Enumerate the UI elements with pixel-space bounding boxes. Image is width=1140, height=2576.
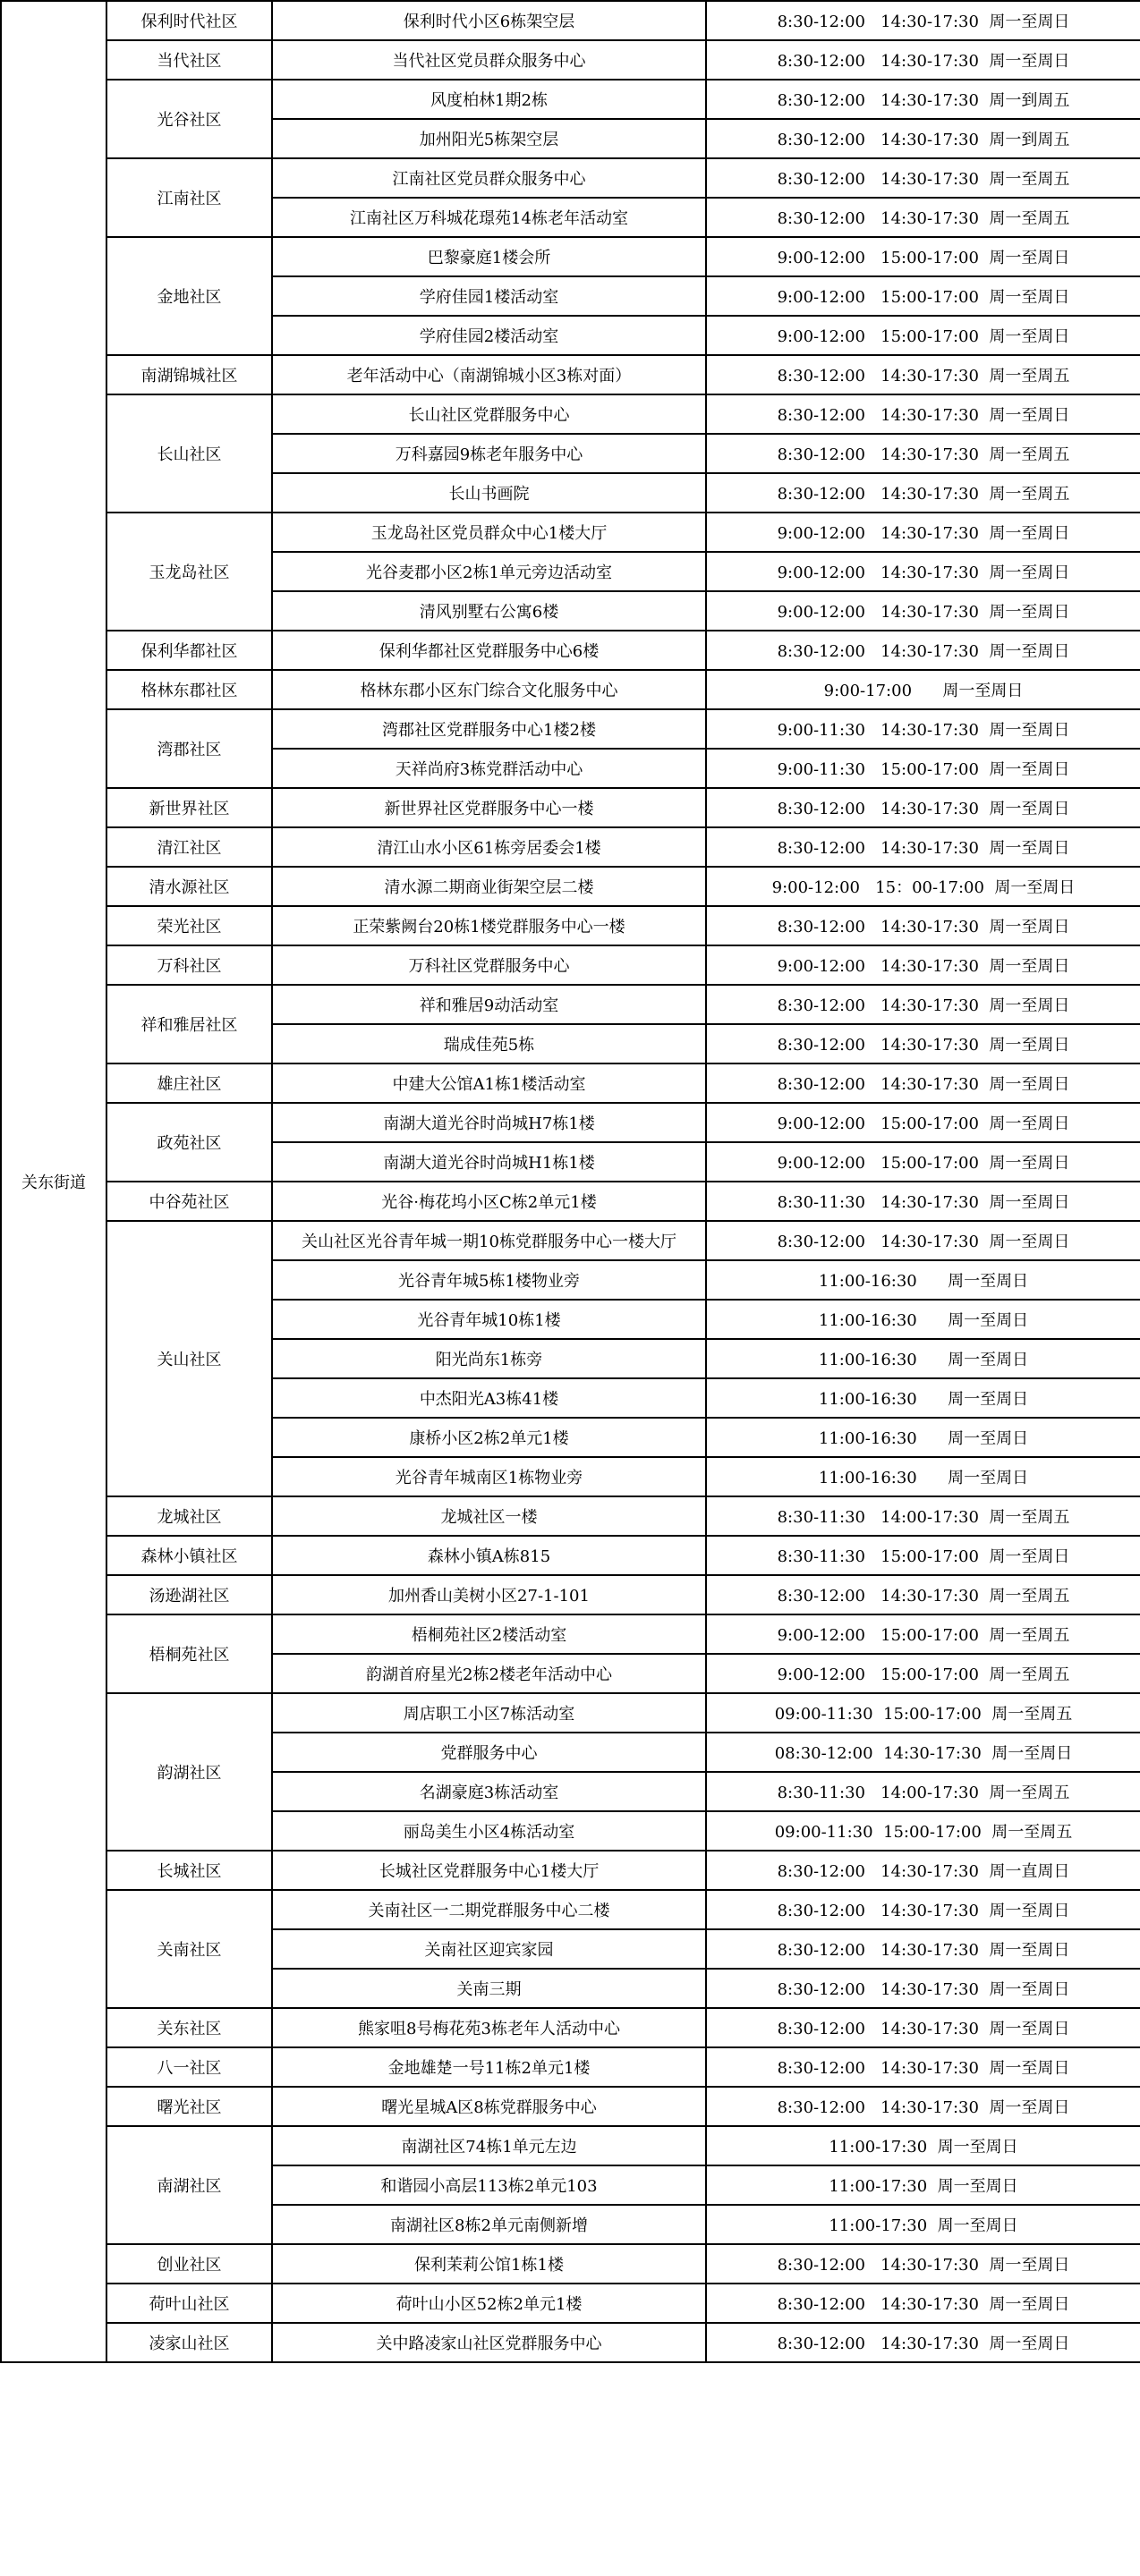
- site-location-cell: 风度柏林1期2栋: [272, 80, 706, 119]
- opening-hours-cell: 8:30-12:00 14:30-17:30 周一直周日: [706, 1851, 1140, 1890]
- site-location-cell: 光谷麦郡小区2栋1单元旁边活动室: [272, 552, 706, 591]
- community-name-cell: 关东社区: [106, 2008, 272, 2047]
- table-row: [1, 2244, 1140, 2284]
- site-location-cell: 湾郡社区党群服务中心1楼2楼: [272, 709, 706, 749]
- community-name-cell: 当代社区: [106, 40, 272, 80]
- opening-hours-cell: 11:00-16:30 周一至周日: [706, 1300, 1140, 1339]
- site-location-cell: 保利茉莉公馆1栋1楼: [272, 2244, 706, 2284]
- opening-hours-cell: 9:00-12:00 15:00-17:00 周一至周日: [706, 276, 1140, 316]
- table-row: [1, 709, 1140, 749]
- community-name-cell: 凌家山社区: [106, 2323, 272, 2362]
- opening-hours-cell: 8:30-11:30 14:30-17:30 周一至周日: [706, 1182, 1140, 1221]
- table-row: [1, 158, 1140, 198]
- community-name-cell: 森林小镇社区: [106, 1536, 272, 1575]
- opening-hours-cell: 9:00-12:00 15:00-17:00 周一至周日: [706, 237, 1140, 276]
- community-name-cell: 江南社区: [106, 158, 272, 237]
- site-location-cell: 光谷·梅花坞小区C栋2单元1楼: [272, 1182, 706, 1221]
- site-location-cell: 康桥小区2栋2单元1楼: [272, 1418, 706, 1457]
- opening-hours-cell: 8:30-12:00 14:30-17:30 周一至周日: [706, 1929, 1140, 1969]
- table-row: [1, 2284, 1140, 2323]
- site-location-cell: 光谷青年城南区1栋物业旁: [272, 1457, 706, 1496]
- opening-hours-cell: 11:00-16:30 周一至周日: [706, 1418, 1140, 1457]
- community-name-cell: 曙光社区: [106, 2087, 272, 2126]
- opening-hours-cell: 8:30-12:00 14:30-17:30 周一到周五: [706, 119, 1140, 158]
- site-location-cell: 金地雄楚一号11栋2单元1楼: [272, 2047, 706, 2087]
- table-row: [1, 788, 1140, 827]
- site-location-cell: 曙光星城A区8栋党群服务中心: [272, 2087, 706, 2126]
- site-location-cell: 中杰阳光A3栋41楼: [272, 1378, 706, 1418]
- site-location-cell: 加州阳光5栋架空层: [272, 119, 706, 158]
- site-location-cell: 南湖大道光谷时尚城H1栋1楼: [272, 1142, 706, 1182]
- opening-hours-cell: 8:30-12:00 14:30-17:30 周一至周五: [706, 158, 1140, 198]
- community-name-cell: 光谷社区: [106, 80, 272, 158]
- table-body: [1, 1, 1140, 2362]
- opening-hours-cell: 9:00-12:00 15：00-17:00 周一至周日: [706, 867, 1140, 906]
- opening-hours-cell: 9:00-12:00 14:30-17:30 周一至周日: [706, 552, 1140, 591]
- opening-hours-cell: 8:30-12:00 14:30-17:30 周一至周日: [706, 1063, 1140, 1103]
- site-location-cell: 清水源二期商业街架空层二楼: [272, 867, 706, 906]
- site-location-cell: 瑞成佳苑5栋: [272, 1024, 706, 1063]
- community-name-cell: 南湖社区: [106, 2126, 272, 2244]
- opening-hours-cell: 8:30-11:30 15:00-17:00 周一至周日: [706, 1536, 1140, 1575]
- opening-hours-cell: 8:30-12:00 14:30-17:30 周一至周日: [706, 1969, 1140, 2008]
- site-location-cell: 光谷青年城5栋1楼物业旁: [272, 1260, 706, 1300]
- site-location-cell: 荷叶山小区52栋2单元1楼: [272, 2284, 706, 2323]
- table-row: [1, 2008, 1140, 2047]
- community-name-cell: 八一社区: [106, 2047, 272, 2087]
- site-location-cell: 玉龙岛社区党员群众中心1楼大厅: [272, 513, 706, 552]
- table-row: [1, 355, 1140, 394]
- opening-hours-cell: 8:30-12:00 14:30-17:30 周一至周日: [706, 788, 1140, 827]
- opening-hours-cell: 8:30-12:00 14:30-17:30 周一至周日: [706, 906, 1140, 945]
- table-row: [1, 1890, 1140, 1929]
- opening-hours-cell: 8:30-12:00 14:30-17:30 周一至周日: [706, 1024, 1140, 1063]
- opening-hours-cell: 8:30-12:00 14:30-17:30 周一至周五: [706, 355, 1140, 394]
- opening-hours-cell: 9:00-12:00 15:00-17:00 周一至周日: [706, 1142, 1140, 1182]
- community-name-cell: 万科社区: [106, 945, 272, 985]
- community-name-cell: 雄庄社区: [106, 1063, 272, 1103]
- community-name-cell: 荣光社区: [106, 906, 272, 945]
- community-name-cell: 保利华都社区: [106, 631, 272, 670]
- opening-hours-cell: 8:30-12:00 14:30-17:30 周一至周日: [706, 985, 1140, 1024]
- site-location-cell: 正荣紫阙台20栋1楼党群服务中心一楼: [272, 906, 706, 945]
- site-location-cell: 南湖社区8栋2单元南侧新增: [272, 2205, 706, 2244]
- community-name-cell: 政苑社区: [106, 1103, 272, 1182]
- table-row: [1, 985, 1140, 1024]
- table-row: [1, 1614, 1140, 1654]
- site-location-cell: 关山社区光谷青年城一期10栋党群服务中心一楼大厅: [272, 1221, 706, 1260]
- community-name-cell: 南湖锦城社区: [106, 355, 272, 394]
- opening-hours-cell: 9:00-12:00 14:30-17:30 周一至周日: [706, 591, 1140, 631]
- site-location-cell: 周店职工小区7栋活动室: [272, 1693, 706, 1733]
- opening-hours-cell: 11:00-16:30 周一至周日: [706, 1378, 1140, 1418]
- opening-hours-cell: 9:00-17:00 周一至周日: [706, 670, 1140, 709]
- opening-hours-cell: 11:00-17:30 周一至周日: [706, 2205, 1140, 2244]
- table-row: [1, 906, 1140, 945]
- opening-hours-cell: 8:30-12:00 14:30-17:30 周一至周日: [706, 2323, 1140, 2362]
- opening-hours-cell: 8:30-12:00 14:30-17:30 周一至周日: [706, 40, 1140, 80]
- community-name-cell: 金地社区: [106, 237, 272, 355]
- site-location-cell: 江南社区万科城花璟苑14栋老年活动室: [272, 198, 706, 237]
- opening-hours-cell: 8:30-12:00 14:30-17:30 周一至周五: [706, 473, 1140, 513]
- community-name-cell: 荷叶山社区: [106, 2284, 272, 2323]
- table-row: [1, 237, 1140, 276]
- community-name-cell: 新世界社区: [106, 788, 272, 827]
- opening-hours-cell: 8:30-11:30 14:00-17:30 周一至周五: [706, 1496, 1140, 1536]
- table-row: [1, 1, 1140, 40]
- community-name-cell: 韵湖社区: [106, 1693, 272, 1851]
- table-row: [1, 513, 1140, 552]
- table-row: [1, 40, 1140, 80]
- site-location-cell: 熊家咀8号梅花苑3栋老年人活动中心: [272, 2008, 706, 2047]
- site-location-cell: 光谷青年城10栋1楼: [272, 1300, 706, 1339]
- site-location-cell: 森林小镇A栋815: [272, 1536, 706, 1575]
- table-row: [1, 631, 1140, 670]
- site-location-cell: 长山社区党群服务中心: [272, 394, 706, 434]
- site-location-cell: 关南社区一二期党群服务中心二楼: [272, 1890, 706, 1929]
- site-location-cell: 关南社区迎宾家园: [272, 1929, 706, 1969]
- community-name-cell: 保利时代社区: [106, 1, 272, 40]
- site-location-cell: 老年活动中心（南湖锦城小区3栋对面）: [272, 355, 706, 394]
- table-row: [1, 2323, 1140, 2362]
- opening-hours-cell: 8:30-12:00 14:30-17:30 周一至周日: [706, 1, 1140, 40]
- opening-hours-cell: 9:00-12:00 14:30-17:30 周一至周日: [706, 945, 1140, 985]
- site-location-cell: 当代社区党员群众服务中心: [272, 40, 706, 80]
- opening-hours-cell: 9:00-11:30 14:30-17:30 周一至周日: [706, 709, 1140, 749]
- site-location-cell: 新世界社区党群服务中心一楼: [272, 788, 706, 827]
- site-location-cell: 学府佳园2楼活动室: [272, 316, 706, 355]
- community-name-cell: 长城社区: [106, 1851, 272, 1890]
- site-location-cell: 南湖大道光谷时尚城H7栋1楼: [272, 1103, 706, 1142]
- table-row: [1, 945, 1140, 985]
- site-location-cell: 清江山水小区61栋旁居委会1楼: [272, 827, 706, 867]
- opening-hours-cell: 9:00-11:30 15:00-17:00 周一至周日: [706, 749, 1140, 788]
- opening-hours-cell: 11:00-17:30 周一至周日: [706, 2126, 1140, 2165]
- site-location-cell: 万科社区党群服务中心: [272, 945, 706, 985]
- opening-hours-cell: 8:30-12:00 14:30-17:30 周一至周日: [706, 394, 1140, 434]
- site-location-cell: 名湖豪庭3栋活动室: [272, 1772, 706, 1811]
- community-name-cell: 玉龙岛社区: [106, 513, 272, 631]
- opening-hours-cell: 8:30-12:00 14:30-17:30 周一至周日: [706, 1890, 1140, 1929]
- site-location-cell: 祥和雅居9动活动室: [272, 985, 706, 1024]
- site-location-cell: 格林东郡小区东门综合文化服务中心: [272, 670, 706, 709]
- table-row: [1, 2087, 1140, 2126]
- site-location-cell: 长山书画院: [272, 473, 706, 513]
- site-location-cell: 党群服务中心: [272, 1733, 706, 1772]
- site-location-cell: 丽岛美生小区4栋活动室: [272, 1811, 706, 1851]
- opening-hours-cell: 11:00-16:30 周一至周日: [706, 1339, 1140, 1378]
- site-location-cell: 加州香山美树小区27-1-101: [272, 1575, 706, 1614]
- table-row: [1, 827, 1140, 867]
- opening-hours-cell: 8:30-12:00 14:30-17:30 周一至周五: [706, 198, 1140, 237]
- table-row: [1, 1575, 1140, 1614]
- community-name-cell: 关南社区: [106, 1890, 272, 2008]
- opening-hours-cell: 11:00-16:30 周一至周日: [706, 1260, 1140, 1300]
- site-location-cell: 巴黎豪庭1楼会所: [272, 237, 706, 276]
- opening-hours-cell: 8:30-12:00 14:30-17:30 周一至周日: [706, 2087, 1140, 2126]
- site-location-cell: 学府佳园1楼活动室: [272, 276, 706, 316]
- opening-hours-cell: 8:30-12:00 14:30-17:30 周一至周日: [706, 2284, 1140, 2323]
- opening-hours-cell: 9:00-12:00 15:00-17:00 周一至周日: [706, 1103, 1140, 1142]
- opening-hours-cell: 8:30-12:00 14:30-17:30 周一至周日: [706, 1221, 1140, 1260]
- table-row: [1, 670, 1140, 709]
- table-row: [1, 1496, 1140, 1536]
- opening-hours-cell: 8:30-12:00 14:30-17:30 周一至周五: [706, 434, 1140, 473]
- opening-hours-cell: 8:30-12:00 14:30-17:30 周一到周五: [706, 80, 1140, 119]
- opening-hours-cell: 9:00-12:00 15:00-17:00 周一至周五: [706, 1654, 1140, 1693]
- opening-hours-cell: 8:30-12:00 14:30-17:30 周一至周日: [706, 631, 1140, 670]
- opening-hours-cell: 11:00-16:30 周一至周日: [706, 1457, 1140, 1496]
- table-row: [1, 2047, 1140, 2087]
- community-name-cell: 关山社区: [106, 1221, 272, 1496]
- community-name-cell: 清水源社区: [106, 867, 272, 906]
- community-name-cell: 梧桐苑社区: [106, 1614, 272, 1693]
- opening-hours-cell: 9:00-12:00 15:00-17:00 周一至周日: [706, 316, 1140, 355]
- site-location-cell: 保利时代小区6栋架空层: [272, 1, 706, 40]
- site-location-cell: 关中路凌家山社区党群服务中心: [272, 2323, 706, 2362]
- table-row: [1, 1536, 1140, 1575]
- site-location-cell: 长城社区党群服务中心1楼大厅: [272, 1851, 706, 1890]
- opening-hours-cell: 08:30-12:00 14:30-17:30 周一至周日: [706, 1733, 1140, 1772]
- community-name-cell: 龙城社区: [106, 1496, 272, 1536]
- opening-hours-cell: 9:00-12:00 14:30-17:30 周一至周日: [706, 513, 1140, 552]
- site-location-cell: 梧桐苑社区2楼活动室: [272, 1614, 706, 1654]
- opening-hours-cell: 11:00-17:30 周一至周日: [706, 2165, 1140, 2205]
- community-name-cell: 汤逊湖社区: [106, 1575, 272, 1614]
- opening-hours-cell: 09:00-11:30 15:00-17:00 周一至周五: [706, 1693, 1140, 1733]
- site-location-cell: 韵湖首府星光2栋2楼老年活动中心: [272, 1654, 706, 1693]
- community-name-cell: 格林东郡社区: [106, 670, 272, 709]
- opening-hours-cell: 8:30-12:00 14:30-17:30 周一至周五: [706, 1575, 1140, 1614]
- community-name-cell: 创业社区: [106, 2244, 272, 2284]
- table-row: [1, 1693, 1140, 1733]
- table-row: [1, 1851, 1140, 1890]
- opening-hours-cell: 8:30-12:00 14:30-17:30 周一至周日: [706, 2047, 1140, 2087]
- table-row: [1, 1182, 1140, 1221]
- opening-hours-cell: 8:30-12:00 14:30-17:30 周一至周日: [706, 2008, 1140, 2047]
- opening-hours-cell: 8:30-12:00 14:30-17:30 周一至周日: [706, 827, 1140, 867]
- opening-hours-cell: 09:00-11:30 15:00-17:00 周一至周五: [706, 1811, 1140, 1851]
- site-location-cell: 清风别墅右公寓6楼: [272, 591, 706, 631]
- table-row: [1, 2126, 1140, 2165]
- table-row: [1, 1063, 1140, 1103]
- community-name-cell: 祥和雅居社区: [106, 985, 272, 1063]
- table-row: [1, 394, 1140, 434]
- opening-hours-cell: 8:30-11:30 14:00-17:30 周一至周五: [706, 1772, 1140, 1811]
- opening-hours-cell: 8:30-12:00 14:30-17:30 周一至周日: [706, 2244, 1140, 2284]
- site-location-cell: 江南社区党员群众服务中心: [272, 158, 706, 198]
- site-location-cell: 龙城社区一楼: [272, 1496, 706, 1536]
- site-location-cell: 南湖社区74栋1单元左边: [272, 2126, 706, 2165]
- community-name-cell: 长山社区: [106, 394, 272, 513]
- site-location-cell: 阳光尚东1栋旁: [272, 1339, 706, 1378]
- site-location-cell: 和谐园小高层113栋2单元103: [272, 2165, 706, 2205]
- site-location-cell: 万科嘉园9栋老年服务中心: [272, 434, 706, 473]
- opening-hours-cell: 9:00-12:00 15:00-17:00 周一至周五: [706, 1614, 1140, 1654]
- community-name-cell: 湾郡社区: [106, 709, 272, 788]
- site-location-cell: 中建大公馆A1栋1楼活动室: [272, 1063, 706, 1103]
- table-row: [1, 1221, 1140, 1260]
- site-location-cell: 保利华都社区党群服务中心6楼: [272, 631, 706, 670]
- table-row: [1, 867, 1140, 906]
- street-name-cell: 关东街道: [1, 1, 106, 2362]
- site-location-cell: 关南三期: [272, 1969, 706, 2008]
- table-row: [1, 1103, 1140, 1142]
- table-row: [1, 80, 1140, 119]
- site-location-cell: 天祥尚府3栋党群活动中心: [272, 749, 706, 788]
- community-name-cell: 清江社区: [106, 827, 272, 867]
- community-name-cell: 中谷苑社区: [106, 1182, 272, 1221]
